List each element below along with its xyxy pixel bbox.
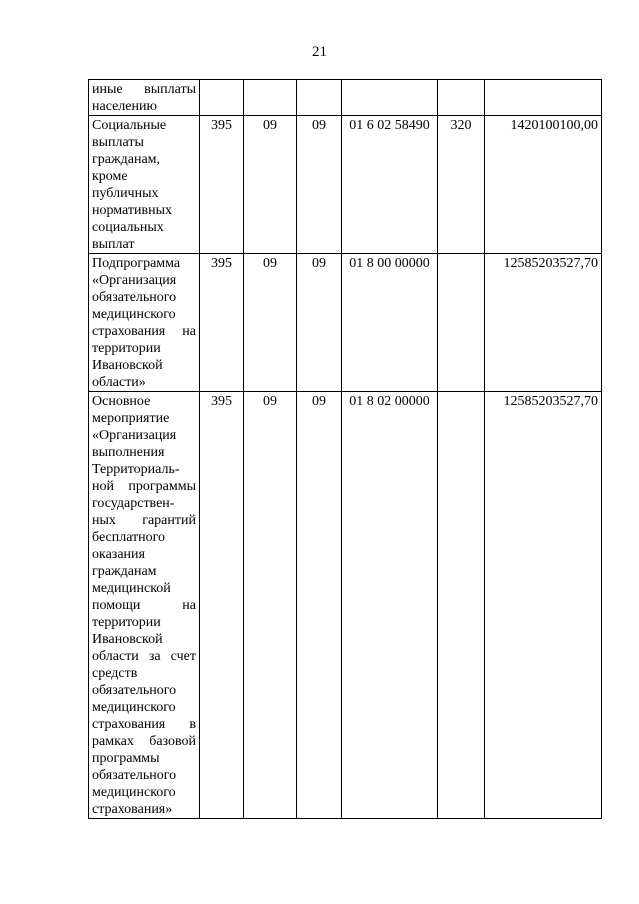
table-row	[89, 116, 602, 254]
table-row	[89, 80, 602, 116]
row-name-cell: иные выплаты населению	[89, 80, 200, 116]
expense-type-cell	[438, 254, 485, 392]
budget-table	[88, 79, 602, 819]
ministry-code-cell	[200, 80, 244, 116]
target-article-cell: 01 6 02 58490	[342, 116, 438, 254]
subsection-cell: 09	[297, 254, 342, 392]
subsection-cell: 09	[297, 116, 342, 254]
section-cell	[244, 80, 297, 116]
amount-cell: 1420100100,00	[485, 116, 602, 254]
section-cell: 09	[244, 116, 297, 254]
row-name-cell: Подпрограмма «Организация обязательного медицинского страхования на территории Ивановской области»	[89, 254, 200, 392]
amount-cell: 12585203527,70	[485, 392, 602, 819]
ministry-code-cell: 395	[200, 392, 244, 819]
table-row	[89, 392, 602, 819]
ministry-code-cell: 395	[200, 116, 244, 254]
target-article-cell	[342, 80, 438, 116]
table-row	[89, 254, 602, 392]
target-article-cell: 01 8 02 00000	[342, 392, 438, 819]
amount-cell	[485, 80, 602, 116]
page-number: 21	[312, 44, 327, 60]
row-name-cell: Основное мероприятие «Организация выполнения Территориаль-ной программы государствен-ных гарантий бесплатного оказания гражданам медицинской помощи на территории Ивановской области за счет средств обязательного медицинского страхования в рамках базовой программы обязательного медицинского страхования»	[89, 392, 200, 819]
ministry-code-cell: 395	[200, 254, 244, 392]
row-name-cell: Социальные выплаты гражданам, кроме публичных нормативных социальных выплат	[89, 116, 200, 254]
target-article-cell: 01 8 00 00000	[342, 254, 438, 392]
section-cell: 09	[244, 254, 297, 392]
expense-type-cell: 320	[438, 116, 485, 254]
expense-type-cell	[438, 80, 485, 116]
subsection-cell: 09	[297, 392, 342, 819]
amount-cell: 12585203527,70	[485, 254, 602, 392]
section-cell: 09	[244, 392, 297, 819]
subsection-cell	[297, 80, 342, 116]
expense-type-cell	[438, 392, 485, 819]
